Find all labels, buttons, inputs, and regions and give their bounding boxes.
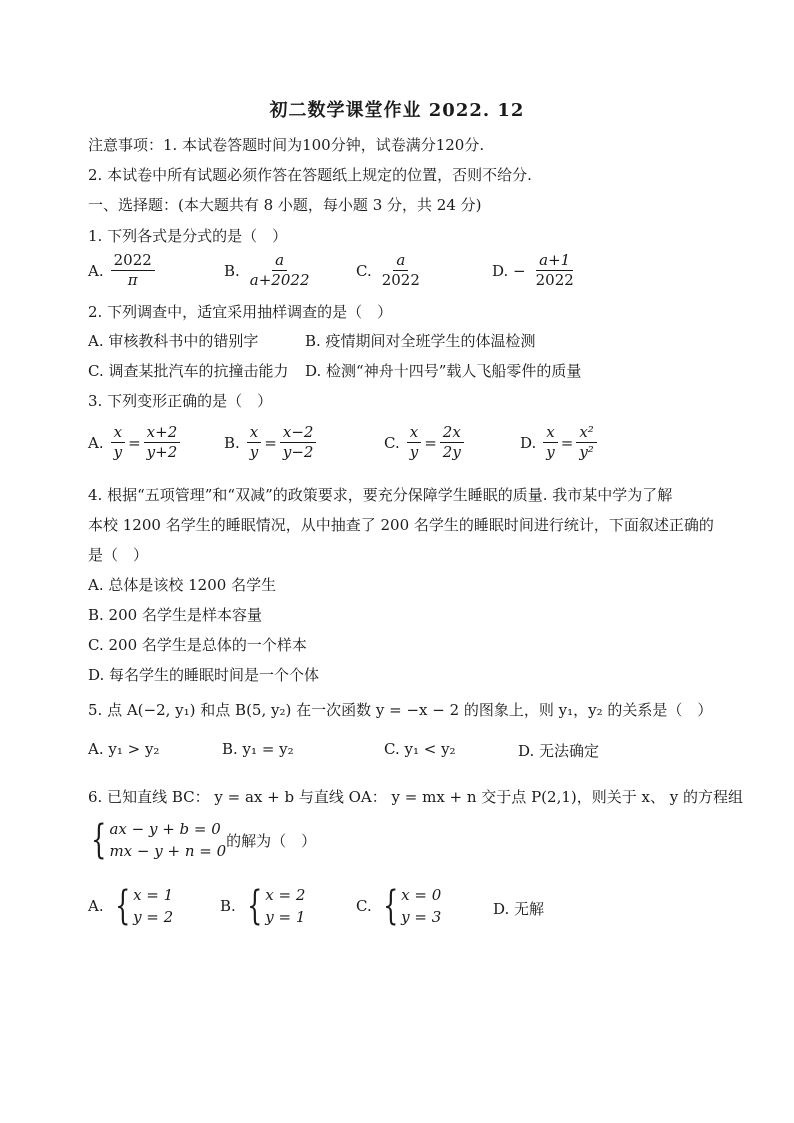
q6-option-b xyxy=(220,884,305,928)
q2-option-b: B. 疫情期间对全班学生的体温检测 xyxy=(305,332,536,350)
option-label: A. xyxy=(88,261,104,280)
system-tail: 的解为（ ） xyxy=(226,831,317,850)
note-1: 注意事项：1. 本试卷答题时间为100分钟，试卷满分120分. xyxy=(88,136,485,154)
equals-sign: = xyxy=(128,433,141,452)
q3-option-b xyxy=(224,424,319,461)
q6-stem: 6. 已知直线 BC： y = ax + b 与直线 OA： y = mx + n 交于点 P(2,1)，则关于 x、 y 的方程组 xyxy=(88,788,743,806)
left-brace: { xyxy=(246,883,263,929)
q2-stem: 2. 下列调查中，适宜采用抽样调查的是（ ） xyxy=(88,303,393,321)
numerator: x xyxy=(247,424,261,443)
option-label: B. xyxy=(224,261,240,280)
denominator: y xyxy=(113,443,123,461)
denominator: a+2022 xyxy=(249,271,310,289)
system-line: x = 2 xyxy=(265,886,306,904)
option-label: D. xyxy=(520,433,537,452)
option-label: C. xyxy=(356,897,372,915)
fraction xyxy=(407,424,421,461)
fraction xyxy=(533,252,577,289)
system xyxy=(110,884,174,928)
q6-equation-system xyxy=(84,818,316,862)
q6-option-a xyxy=(88,884,173,928)
system-line: y = 1 xyxy=(265,908,306,926)
q4-option-b: B. 200 名学生是样本容量 xyxy=(88,606,262,624)
system-line: x = 1 xyxy=(133,886,174,904)
equals-sign: = xyxy=(560,433,574,452)
system-line: ax − y + b = 0 xyxy=(109,820,221,838)
system-lines xyxy=(133,884,173,928)
q5-option-b: B. y₁ = y₂ xyxy=(222,740,294,758)
q4-option-a: A. 总体是该校 1200 名学生 xyxy=(88,576,277,594)
q3-option-a xyxy=(88,424,183,461)
denominator: 2022 xyxy=(381,271,420,289)
q5-option-d: D. 无法确定 xyxy=(518,742,600,760)
denominator: y−2 xyxy=(282,443,314,461)
denominator: y+2 xyxy=(146,443,178,461)
q4-option-c: C. 200 名学生是总体的一个样本 xyxy=(88,636,307,654)
denominator: y xyxy=(249,443,259,461)
q1-option-c xyxy=(356,252,426,289)
q1-option-b xyxy=(224,252,315,289)
numerator: x² xyxy=(576,424,596,443)
numerator: 2022 xyxy=(111,252,155,271)
left-brace: { xyxy=(114,883,130,929)
left-brace: { xyxy=(91,817,107,863)
note-2: 2. 本试卷中所有试题必须作答在答题纸上规定的位置，否则不给分. xyxy=(88,166,532,184)
option-label: C. xyxy=(356,261,372,280)
numerator: x−2 xyxy=(280,424,317,443)
denominator: y xyxy=(409,443,419,461)
option-label: B. xyxy=(224,433,240,452)
numerator: x+2 xyxy=(144,424,181,443)
numerator: 2x xyxy=(440,424,464,443)
q4-line-1: 4. 根据“五项管理”和“双减”的政策要求，要充分保障学生睡眠的质量. 我市某中学为了解 xyxy=(88,486,673,504)
fraction xyxy=(543,424,557,461)
denominator: 2022 xyxy=(535,271,574,289)
q2-option-c: C. 调查某批汽车的抗撞击能力 xyxy=(88,362,289,380)
system-line: x = 0 xyxy=(401,886,442,904)
q6-option-d: D. 无解 xyxy=(493,900,545,918)
numerator: x xyxy=(407,424,421,443)
system-lines xyxy=(265,884,305,928)
fraction xyxy=(247,252,313,289)
q6-option-c xyxy=(356,884,441,928)
q4-line-3: 是（ ） xyxy=(88,546,149,564)
fraction xyxy=(576,424,597,461)
option-label: C. xyxy=(384,433,400,452)
fraction xyxy=(144,424,181,461)
q5-stem: 5. 点 A(−2, y₁) 和点 B(5, y₂) 在一次函数 y = −x − 2 的图象上，则 y₁，y₂ 的关系是（ ） xyxy=(88,701,713,719)
q5-option-c: C. y₁ < y₂ xyxy=(384,740,456,758)
equals-sign: = xyxy=(264,433,277,452)
fraction xyxy=(247,424,261,461)
system xyxy=(378,884,442,928)
numerator: x xyxy=(543,424,557,443)
q3-stem: 3. 下列变形正确的是（ ） xyxy=(88,392,273,410)
left-brace: { xyxy=(382,883,399,929)
q1-option-d xyxy=(492,252,580,289)
q2-option-a: A. 审核教科书中的错别字 xyxy=(88,332,259,350)
denominator: y² xyxy=(579,443,594,461)
system-lines xyxy=(109,818,226,862)
equals-sign: = xyxy=(424,433,437,452)
numerator: a xyxy=(393,252,408,271)
system-line: y = 3 xyxy=(401,908,442,926)
option-label: A. xyxy=(88,433,104,452)
denominator: y xyxy=(546,443,555,461)
q2-option-d: D. 检测“神舟十四号”载人飞船零件的质量 xyxy=(305,362,582,380)
section-heading: 一、选择题：(本大题共有 8 小题，每小题 3 分，共 24 分) xyxy=(88,196,482,214)
option-label: D. − xyxy=(492,261,526,280)
q3-option-d xyxy=(520,424,600,461)
denominator: π xyxy=(127,271,138,289)
system-line: y = 2 xyxy=(133,908,174,926)
fraction xyxy=(440,424,464,461)
system xyxy=(242,884,306,928)
fraction xyxy=(111,424,125,461)
fraction xyxy=(379,252,423,289)
system xyxy=(86,818,226,862)
q3-option-c xyxy=(384,424,467,461)
q5-option-a: A. y₁ > y₂ xyxy=(88,740,160,758)
q4-line-2: 本校 1200 名学生的睡眠情况，从中抽查了 200 名学生的睡眠时间进行统计，下面叙述正确的 xyxy=(88,516,714,534)
system-line: mx − y + n = 0 xyxy=(109,842,227,860)
fraction xyxy=(280,424,317,461)
q4-option-d: D. 每名学生的睡眠时间是一个个体 xyxy=(88,666,320,684)
system-lines xyxy=(401,884,441,928)
numerator: x xyxy=(111,424,125,443)
numerator: a xyxy=(272,252,287,271)
fraction xyxy=(111,252,155,289)
denominator: 2y xyxy=(442,443,461,461)
q1-stem: 1. 下列各式是分式的是（ ） xyxy=(88,227,288,245)
option-label: A. xyxy=(88,897,104,915)
page-title: 初二数学课堂作业 2022. 12 xyxy=(269,100,525,121)
q1-option-a xyxy=(88,252,158,289)
numerator: a+1 xyxy=(536,252,573,271)
option-label: B. xyxy=(220,897,236,915)
